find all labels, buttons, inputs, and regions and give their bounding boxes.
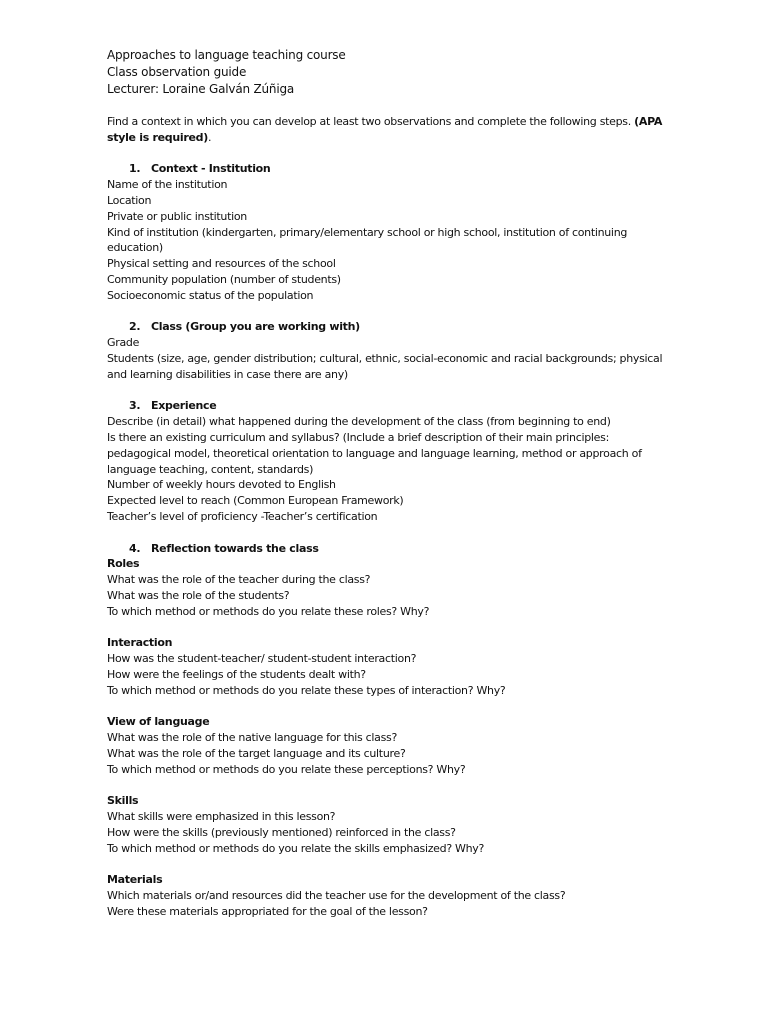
list-item: Is there an existing curriculum and syllabus? (Include a brief description of their main principles: pedagogical model, theoretical orientation to language and language learning, method or approach of language teaching, content, standards): [107, 430, 642, 476]
list-item: To which method or methods do you relate these perceptions? Why?: [107, 762, 466, 776]
section-4-number: 4.: [129, 541, 141, 555]
list-item: How was the student-teacher/ student-student interaction?: [107, 652, 417, 666]
intro-text: Find a context in which you can develop at least two observations and complete the following steps.: [107, 115, 631, 128]
section-2-number: 2.: [129, 320, 141, 334]
list-item: Private or public institution: [107, 209, 247, 223]
document-body: [107, 114, 667, 920]
list-item: What was the role of the target language and its culture?: [107, 746, 406, 760]
list-item: To which method or methods do you relate these types of interaction? Why?: [107, 683, 506, 697]
lecturer-name: Lecturer: Loraine Galván Zúñiga: [107, 82, 295, 96]
intro-paragraph: [107, 114, 667, 146]
list-item: What was the role of the teacher during the class?: [107, 573, 371, 587]
course-title: Approaches to language teaching course: [107, 48, 346, 62]
guide-title: Class observation guide: [107, 65, 247, 79]
list-item: Students (size, age, gender distribution; cultural, ethnic, social-economic and racial backgrounds; physical and learning disabilities in case there are any): [107, 351, 663, 381]
list-item: Teacher’s level of proficiency -Teacher’s certification: [107, 509, 378, 523]
list-item: To which method or methods do you relate the skills emphasized? Why?: [107, 841, 485, 855]
list-item: Kind of institution (kindergarten, primary/elementary school or high school, institution of continuing education): [107, 225, 628, 255]
list-item: How were the feelings of the students dealt with?: [107, 667, 366, 681]
list-item: Number of weekly hours devoted to English: [107, 478, 336, 492]
list-item: Socioeconomic status of the population: [107, 288, 314, 302]
section-1-title: Context - Institution: [151, 162, 271, 176]
list-item: Which materials or/and resources did the teacher use for the development of the class?: [107, 889, 566, 903]
list-item: Describe (in detail) what happened during the development of the class (from beginning to end): [107, 415, 611, 429]
list-item: What skills were emphasized in this lesson?: [107, 810, 336, 824]
section-1-number: 1.: [129, 162, 141, 176]
list-item: How were the skills (previously mentioned) reinforced in the class?: [107, 825, 456, 839]
apa-note: (APA style is required): [107, 115, 663, 144]
document-header: [107, 47, 346, 98]
section-2-heading: [107, 319, 667, 335]
view-of-language-heading: View of language: [107, 715, 210, 729]
section-4-heading: [107, 541, 667, 557]
list-item: Expected level to reach (Common European Framework): [107, 494, 404, 508]
list-item: Grade: [107, 336, 140, 350]
skills-heading: Skills: [107, 794, 139, 808]
list-item: Community population (number of students): [107, 272, 341, 286]
list-item: What was the role of the students?: [107, 588, 290, 602]
section-3-title: Experience: [151, 399, 217, 413]
list-item: Location: [107, 193, 152, 207]
section-3-heading: [107, 398, 667, 414]
roles-heading: Roles: [107, 557, 140, 571]
list-item: Were these materials appropriated for the goal of the lesson?: [107, 904, 428, 918]
list-item: Name of the institution: [107, 178, 228, 192]
list-item: To which method or methods do you relate these roles? Why?: [107, 604, 430, 618]
section-1-heading: [107, 161, 667, 177]
section-3-number: 3.: [129, 399, 141, 413]
materials-heading: Materials: [107, 873, 163, 887]
intro-period: .: [207, 130, 212, 144]
section-4-title: Reflection towards the class: [151, 541, 319, 555]
list-item: What was the role of the native language for this class?: [107, 731, 397, 745]
list-item: Physical setting and resources of the school: [107, 257, 336, 271]
section-2-title: Class (Group you are working with): [151, 320, 360, 334]
interaction-heading: Interaction: [107, 636, 173, 650]
